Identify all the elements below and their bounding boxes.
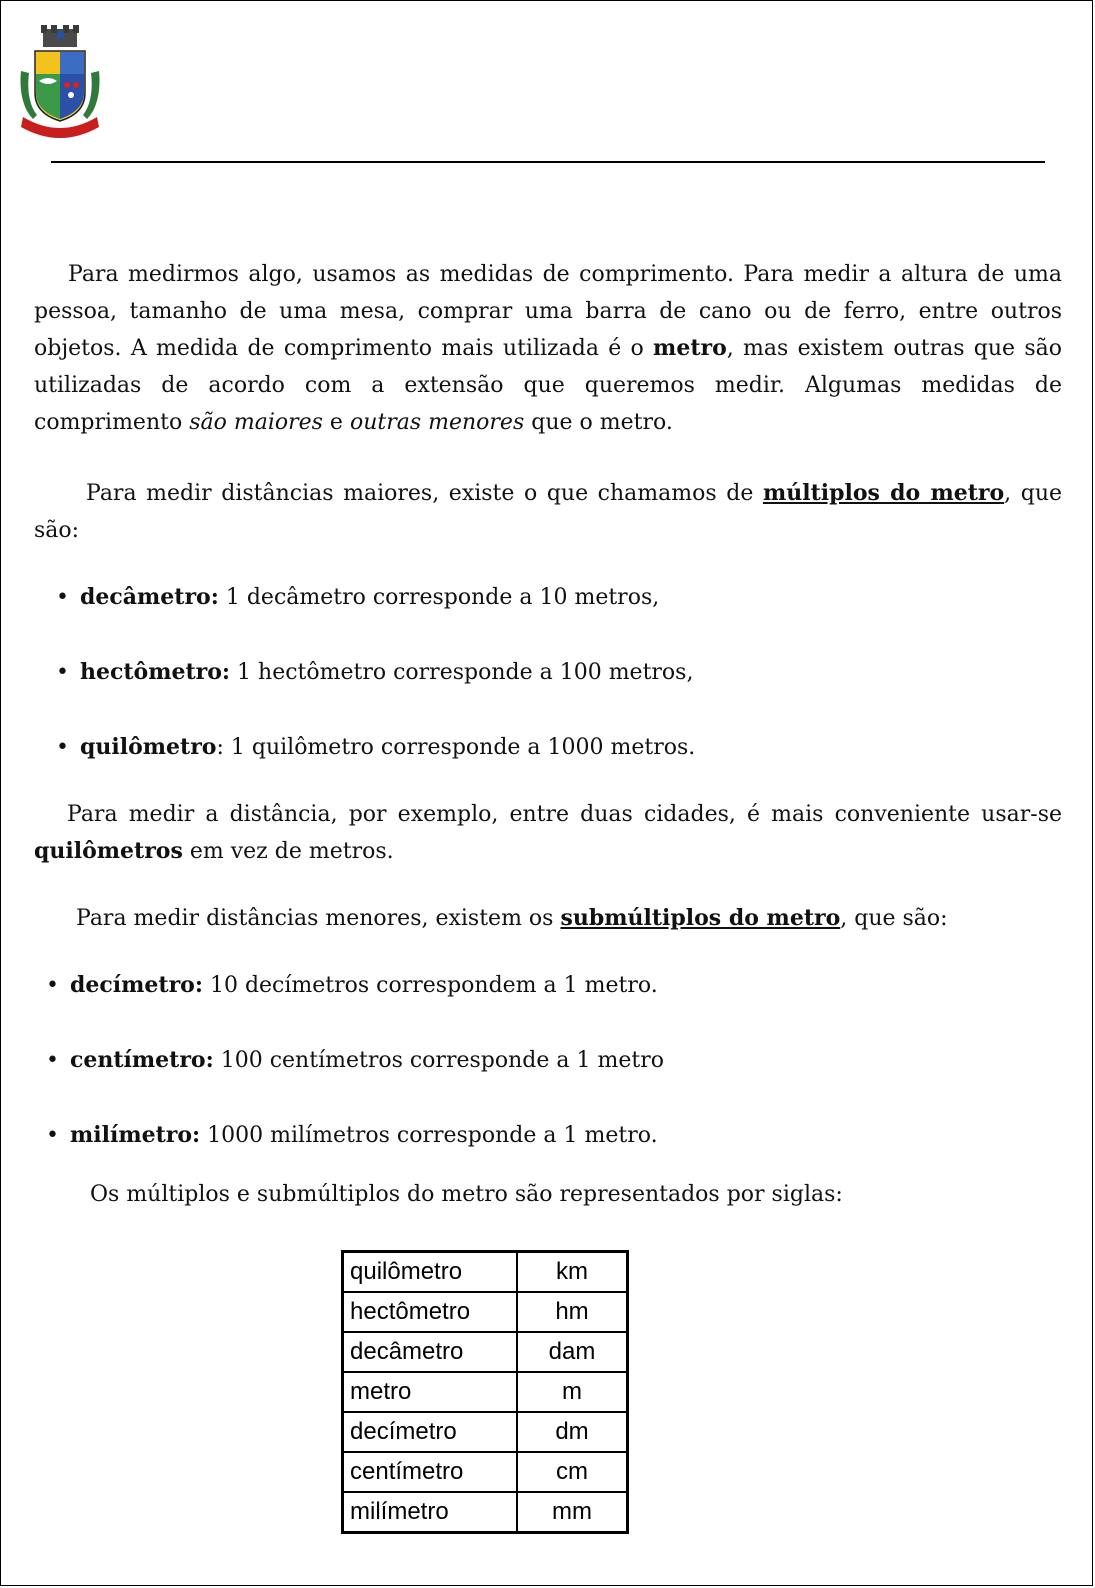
submultiples-intro-text: Para medir distâncias menores, existem os <box>76 906 561 931</box>
table-row <box>343 1252 628 1293</box>
table-intro: Os múltiplos e submúltiplos do metro são representados por siglas: <box>90 1182 843 1207</box>
list-item <box>34 1042 1062 1079</box>
unit-symbol-cell: cm <box>517 1452 628 1492</box>
unit-symbol-cell: km <box>517 1252 628 1293</box>
list-item-term: centímetro: <box>70 1047 214 1073</box>
units-table-wrapper <box>341 1250 629 1534</box>
list-item <box>34 579 1062 616</box>
unit-symbol-cell: hm <box>517 1292 628 1332</box>
example-bold-quilometros: quilômetros <box>34 838 183 864</box>
list-item-text: 100 centímetros corresponde a 1 metro <box>213 1048 664 1073</box>
unit-name-cell: hectômetro <box>343 1292 518 1332</box>
unit-name-cell: centímetro <box>343 1452 518 1492</box>
list-item-term: milímetro: <box>70 1122 201 1148</box>
coat-of-arms-logo <box>15 21 105 141</box>
multiples-intro-text: , que são: <box>34 481 1063 543</box>
unit-name-cell: quilômetro <box>343 1252 518 1293</box>
intro-text: e <box>322 410 350 435</box>
unit-symbol-cell: dm <box>517 1412 628 1452</box>
table-row <box>343 1332 628 1372</box>
list-item-term: decímetro: <box>70 972 203 998</box>
multiples-intro-text: Para medir distâncias maiores, existe o que chamamos de <box>86 481 763 506</box>
list-item <box>34 729 1062 766</box>
bullet-icon: • <box>56 585 69 610</box>
table-row <box>343 1292 628 1332</box>
multiples-intro <box>34 475 1062 549</box>
table-row <box>343 1492 628 1533</box>
submultiples-intro-text: , que são: <box>840 906 948 931</box>
bullet-icon: • <box>46 1048 59 1073</box>
bullet-icon: • <box>46 973 59 998</box>
example-text: Para medir a distância, por exemplo, entre duas cidades, é mais conveniente usar-se <box>67 802 1062 827</box>
unit-symbol-cell: m <box>517 1372 628 1412</box>
unit-name-cell: decâmetro <box>343 1332 518 1372</box>
unit-symbol-cell: mm <box>517 1492 628 1533</box>
multiples-heading: múltiplos do metro <box>762 480 1005 506</box>
list-item-text: 1 hectômetro corresponde a 100 metros, <box>230 660 694 685</box>
example-text: em vez de metros. <box>182 839 394 864</box>
intro-bold-metro: metro <box>653 335 727 361</box>
intro-italic-menores: outras menores <box>349 410 525 435</box>
intro-paragraph <box>34 256 1062 441</box>
example-paragraph <box>34 796 1062 870</box>
list-item <box>34 1117 1062 1154</box>
intro-text: que o metro. <box>524 410 673 435</box>
intro-italic-maiores: são maiores <box>189 410 323 435</box>
table-row <box>343 1372 628 1412</box>
submultiples-intro <box>34 900 1062 937</box>
list-item-term: quilômetro <box>80 734 217 760</box>
table-row <box>343 1412 628 1452</box>
unit-name-cell: decímetro <box>343 1412 518 1452</box>
intro-text: , mas existem outras que são utilizadas de acordo com a extensão que queremos medir. Algumas medidas de comprimento <box>34 336 1062 435</box>
document-body <box>34 256 1062 1213</box>
list-item-text: 1000 milímetros corresponde a 1 metro. <box>200 1123 658 1148</box>
units-table <box>341 1250 629 1534</box>
header-divider <box>51 161 1045 163</box>
list-item <box>34 654 1062 691</box>
bullet-icon: • <box>46 1123 59 1148</box>
unit-name-cell: milímetro <box>343 1492 518 1533</box>
bullet-icon: • <box>56 660 69 685</box>
submultiples-heading: submúltiplos do metro <box>560 905 841 931</box>
unit-symbol-cell: dam <box>517 1332 628 1372</box>
multiples-list <box>34 579 1062 766</box>
list-item-term: decâmetro: <box>80 584 219 610</box>
list-item-text: : 1 quilômetro corresponde a 1000 metros. <box>216 735 696 760</box>
bullet-icon: • <box>56 735 69 760</box>
table-row <box>343 1452 628 1492</box>
intro-text: Para medirmos algo, usamos as medidas de comprimento. Para medir a altura de uma pessoa, tamanho de uma mesa, comprar uma barra de cano ou de ferro, entre outros objetos. A medida de comprimento mais utilizada é o <box>34 262 1062 361</box>
unit-name-cell: metro <box>343 1372 518 1412</box>
list-item-text: 10 decímetros correspondem a 1 metro. <box>202 973 658 998</box>
list-item-term: hectômetro: <box>80 659 231 685</box>
list-item <box>34 967 1062 1004</box>
submultiples-list <box>34 967 1062 1154</box>
list-item-text: 1 decâmetro corresponde a 10 metros, <box>218 585 660 610</box>
